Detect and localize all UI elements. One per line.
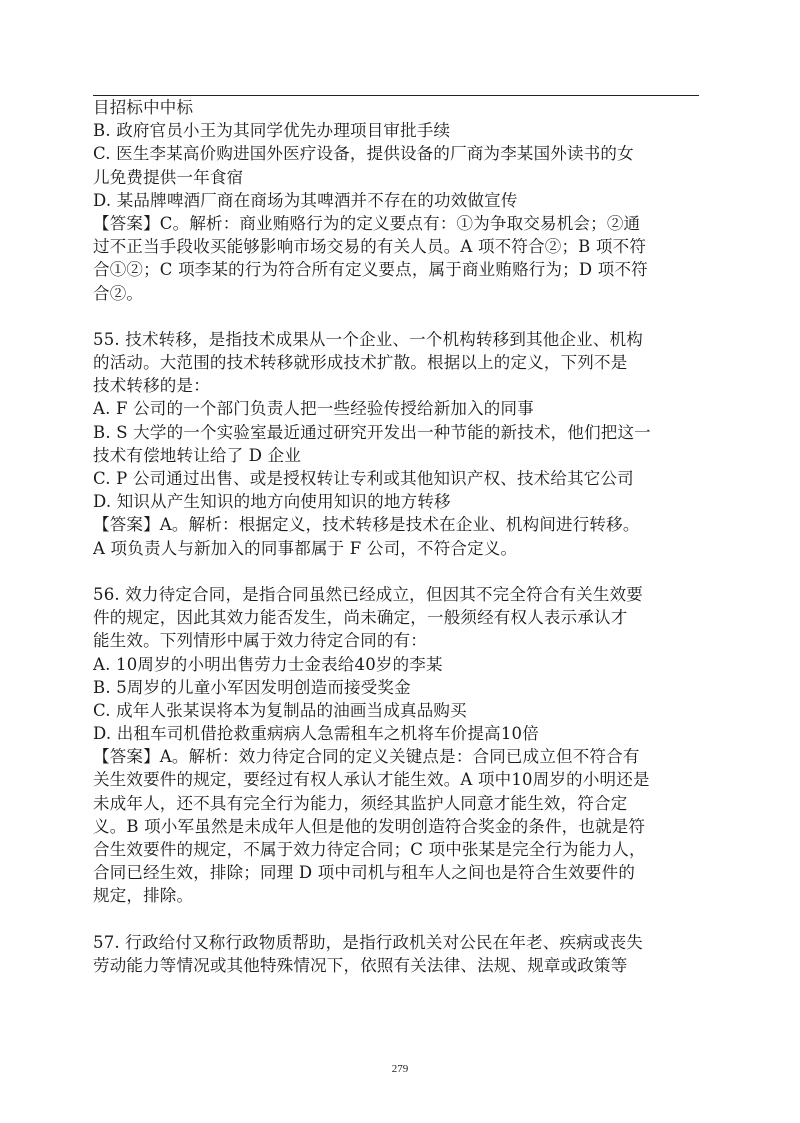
answer-line: 合①②；C 项李某的行为符合所有定义要点，属于商业贿赂行为；D 项不符 (93, 260, 648, 280)
option-c: C. 成年人张某误将本为复制品的油画当成真品购买 (93, 700, 467, 720)
question-56 (93, 583, 703, 908)
paragraph-gap (93, 305, 703, 328)
question-stem: 劳动能力等情况或其他特殊情况下，依照有关法律、法规、规章或政策等 (93, 955, 628, 975)
answer-line: 义。B 项小军虽然是未成年人但是他的发明创造符合奖金的条件，也就是符 (93, 816, 646, 836)
text-line: 目招标中中标 (93, 98, 194, 117)
option-b: B. S 大学的一个实验室最近通过研究开发出一种节能的新技术，他们把这一 (93, 422, 651, 442)
page-number: 279 (391, 1063, 409, 1075)
option-c-cont: 儿免费提供一年食宿 (93, 167, 244, 187)
question-55 (93, 328, 703, 560)
question-stem: 的活动。大范围的技术转移就形成技术扩散。根据以上的定义，下列不是 (93, 353, 628, 373)
answer-line: 【答案】A。解析：效力待定合同的定义关键点是：合同已成立但不符合有 (93, 747, 640, 767)
answer-line: A 项负责人与新加入的同事都属于 F 公司，不符合定义。 (93, 538, 518, 558)
question-stem: 能生效。下列情形中属于效力待定合同的有： (93, 631, 427, 651)
answer-line: 合生效要件的规定，不属于效力待定合同；C 项中张某是完全行为能力人， (93, 840, 646, 859)
answer-line: 【答案】C。解析：商业贿赂行为的定义要点有：①为争取交易机会；②通 (93, 213, 641, 233)
option-d: D. 出租车司机借抢救重病病人急需租车之机将车价提高10倍 (93, 724, 539, 744)
paragraph-gap (93, 560, 703, 583)
answer-line: 规定，排除。 (93, 886, 194, 906)
option-c: C. 医生李某高价购进国外医疗设备，提供设备的厂商为李某国外读书的女 (93, 144, 634, 164)
question-stem: 件的规定，因此其效力能否发生，尚未确定，一般须经有权人表示承认才 (93, 608, 628, 628)
option-b: B. 政府官员小王为其同学优先办理项目审批手续 (93, 121, 451, 141)
option-d: D. 知识从产生知识的地方向使用知识的地方转移 (93, 492, 451, 512)
option-a: A. 10周岁的小明出售劳力士金表给40岁的李某 (93, 654, 443, 674)
question-54-tail (93, 96, 703, 305)
question-stem: 技术转移的是： (93, 376, 210, 396)
option-d: D. 某品牌啤酒厂商在商场为其啤酒并不存在的功效做宣传 (93, 190, 518, 210)
question-57 (93, 931, 703, 977)
question-stem: 55. 技术转移，是指技术成果从一个企业、一个机构转移到其他企业、机构 (93, 329, 643, 349)
option-b: B. 5周岁的儿童小军因发明创造而接受奖金 (93, 677, 411, 697)
question-stem: 57. 行政给付又称行政物质帮助，是指行政机关对公民在年老、疾病或丧失 (93, 932, 643, 952)
answer-line: 合同已经生效，排除；同理 D 项中司机与租车人之间也是符合生效要件的 (93, 863, 636, 883)
answer-line: 过不正当手段收买能够影响市场交易的有关人员。A 项不符合②；B 项不符 (93, 237, 647, 257)
question-stem: 56. 效力待定合同，是指合同虽然已经成立，但因其不完全符合有关生效要 (93, 584, 643, 604)
answer-line: 未成年人，还不具有完全行为能力，须经其监护人同意才能生效，符合定 (93, 793, 628, 813)
answer-line: 关生效要件的规定，要经过有权人承认才能生效。A 项中10周岁的小明还是 (93, 770, 650, 790)
answer-line: 合②。 (93, 283, 144, 303)
paragraph-gap (93, 908, 703, 931)
page-content (93, 96, 703, 977)
answer-line: 【答案】A。解析：根据定义，技术转移是技术在企业、机构间进行转移。 (93, 515, 640, 535)
option-a: A. F 公司的一个部门负责人把一些经验传授给新加入的同事 (93, 399, 534, 419)
option-c: C. P 公司通过出售、或是授权转让专利或其他知识产权、技术给其它公司 (93, 469, 634, 488)
option-b-cont: 技术有偿地转让给了 D 企业 (93, 445, 302, 465)
